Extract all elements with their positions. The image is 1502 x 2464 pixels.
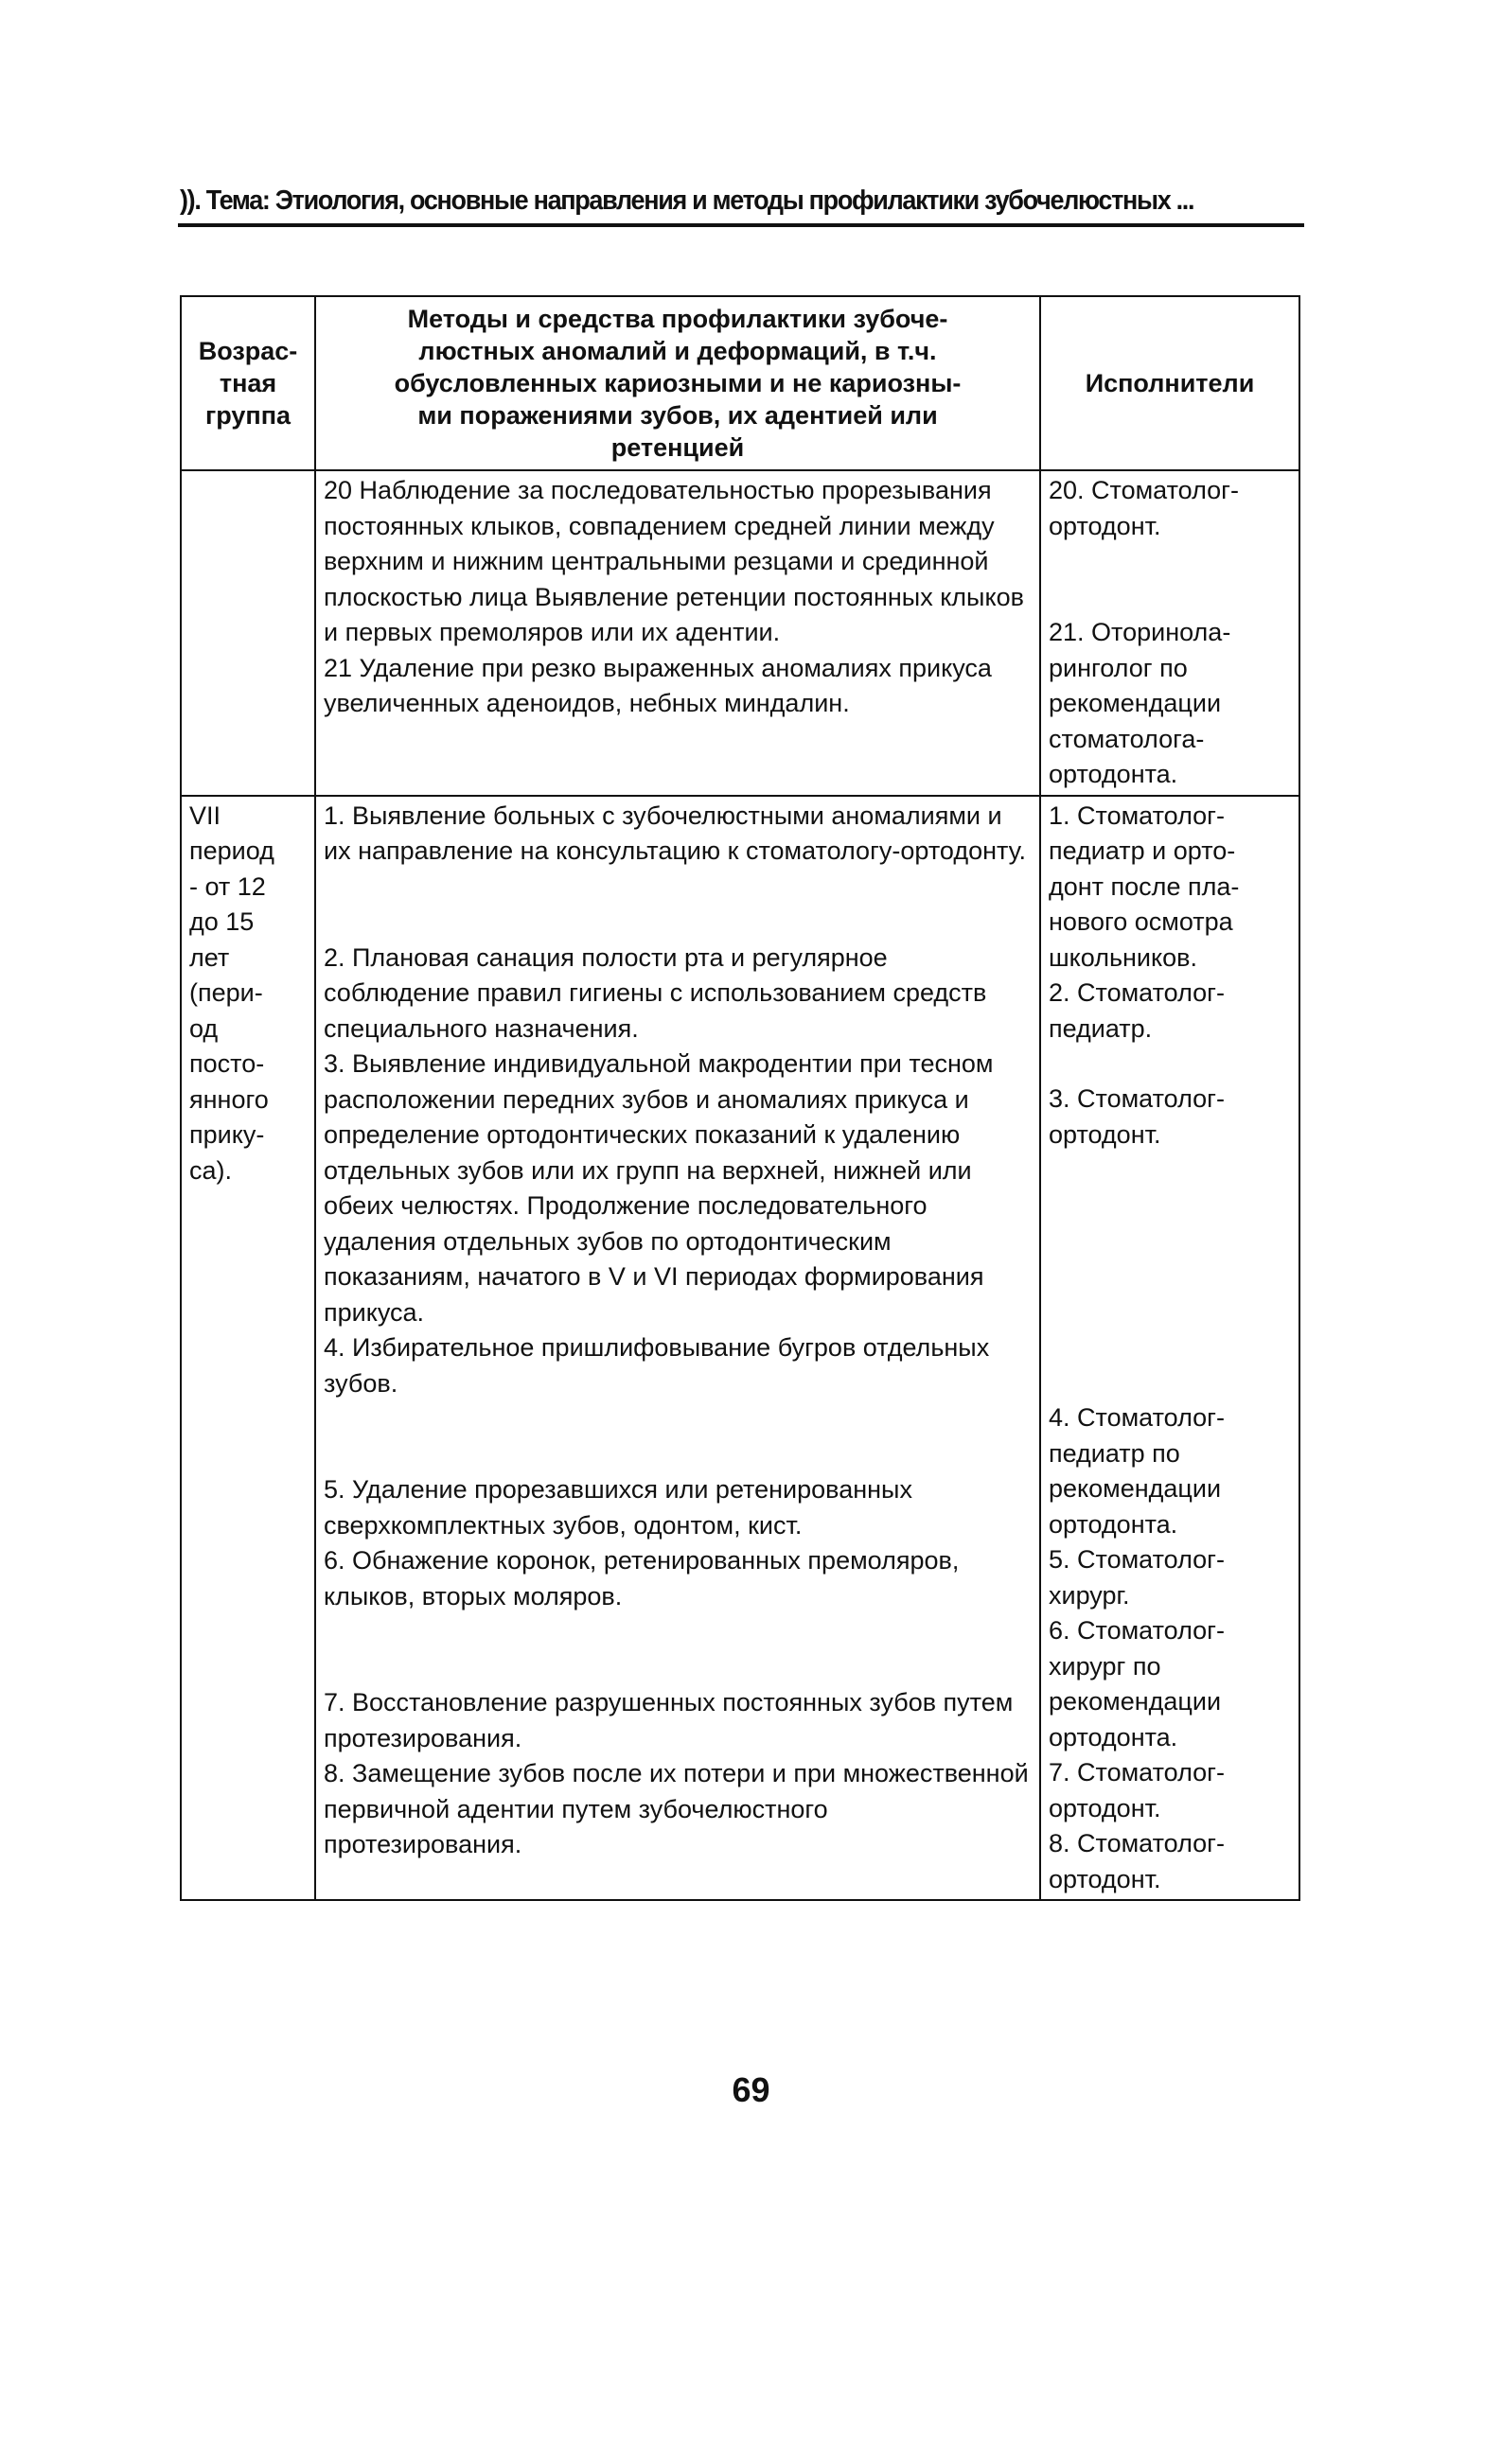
method-item-1: 1. Выявление больных с зубочелюстными аномалиями и их направление на консультацию к стоматологу-ортодонту.	[324, 801, 1026, 865]
executor-item-3: 3. Стоматолог- ортодонт.	[1049, 1084, 1225, 1149]
prevention-methods-table	[180, 295, 1300, 1901]
spacer	[324, 1614, 1032, 1685]
executor-item-1: 1. Стоматолог- педиатр и орто- донт после пла- нового осмотра школьников.	[1049, 801, 1240, 972]
table-row	[181, 470, 1299, 796]
methods-cell	[315, 470, 1040, 796]
executor-item-7: 7. Стоматолог- ортодонт.	[1049, 1758, 1225, 1822]
executors-cell	[1040, 796, 1299, 1901]
method-item-7: 7. Восстановление разрушенных постоянных зубов путем протезирования.	[324, 1688, 1014, 1752]
header-age-group: Возрас- тная группа	[181, 296, 315, 470]
executor-item-4: 4. Стоматолог- педиатр по рекомендации ортодонта.	[1049, 1403, 1225, 1539]
executor-item-2: 2. Стоматолог- педиатр.	[1049, 978, 1225, 1043]
header-methods: Методы и средства профилактики зубоче- люстных аномалий и деформаций, в т.ч. обусловленных кариозными и не кариозны- ми поражениями зубов, их адентией или ретенцией	[315, 296, 1040, 470]
method-item-2: 2. Плановая санация полости рта и регулярное соблюдение правил гигиены с использованием средств специального назначения.	[324, 942, 987, 1043]
executor-item-5: 5. Стоматолог- хирург.	[1049, 1545, 1225, 1610]
executor-item-20: 20. Стоматолог- ортодонт.	[1049, 476, 1239, 540]
method-item-6: 6. Обнажение коронок, ретенированных премоляров, клыков, вторых моляров.	[324, 1546, 960, 1610]
table-row	[181, 796, 1299, 1901]
methods-cell	[315, 796, 1040, 1901]
method-item-3: 3. Выявление индивидуальной макродентии при тесном расположении передних зубов и аномалиях прикуса и определение ортодонтических показаний к удалению отдельных зубов или их групп на верхней, нижней или обеих челюстях. Продолжение последовательного удаления отдельных зубов по ортодонтическим показаниям, начатого в V и VI периодах формирования прикуса.	[324, 1049, 994, 1327]
executor-item-21: 21. Оторинола- ринголог по рекомендации стоматолога- ортодонта.	[1049, 618, 1231, 788]
executors-cell	[1040, 470, 1299, 796]
method-item-20: 20 Наблюдение за последовательностью прорезывания постоянных клыков, совпадением средней линии между верхним и нижним центральными резцами и срединной плоскостью лица Выявление ретенции постоянных клыков и первых премоляров или их адентии.	[324, 476, 1024, 646]
method-item-5: 5. Удаление прорезавшихся или ретенированных сверхкомплектных зубов, одонтом, кист.	[324, 1475, 912, 1540]
page-number: 69	[732, 2070, 770, 2109]
header-executors: Исполнители	[1040, 296, 1299, 470]
spacer	[324, 1401, 1032, 1472]
header-rule	[178, 223, 1304, 227]
executor-item-6: 6. Стоматолог- хирург по рекомендации ортодонта.	[1049, 1616, 1225, 1751]
method-item-21: 21 Удаление при резко выраженных аномалиях прикуса увеличенных аденоидов, небных миндалин.	[324, 653, 992, 717]
spacer	[1049, 544, 1291, 615]
method-item-8: 8. Замещение зубов после их потери и при множественной первичной адентии путем зубочелюстного протезирования.	[324, 1759, 1029, 1858]
spacer	[1049, 1047, 1291, 1082]
executor-item-8: 8. Стоматолог- ортодонт.	[1049, 1829, 1225, 1893]
age-group-cell: VII период - от 12 до 15 лет (пери- од посто- янного прику- са).	[181, 796, 315, 1901]
table-header-row	[181, 296, 1299, 470]
spacer	[1049, 1153, 1291, 1400]
spacer	[324, 870, 1032, 941]
age-group-cell	[181, 470, 315, 796]
method-item-4: 4. Избирательное пришлифовывание бугров отдельных зубов.	[324, 1333, 990, 1398]
running-header: )). Тема: Этиология, основные направления и методы профилактики зубочелюстных ...	[180, 185, 1194, 216]
